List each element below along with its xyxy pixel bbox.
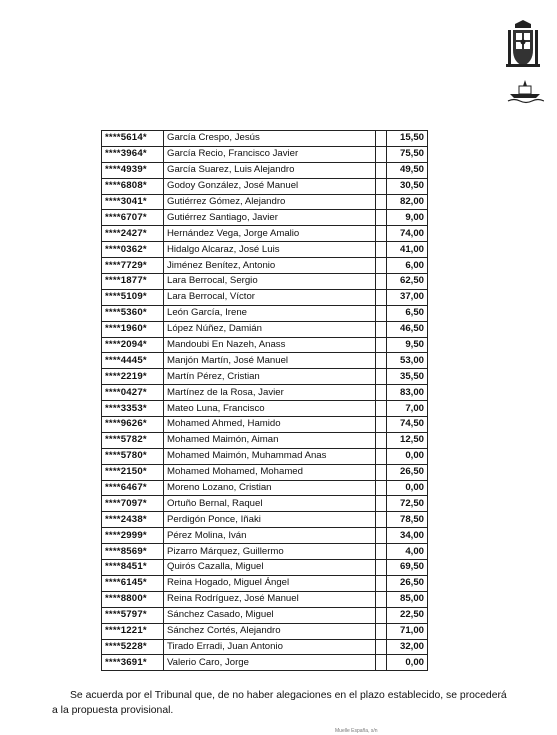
column-gap xyxy=(376,226,387,242)
port-authority-logo-icon xyxy=(506,78,544,104)
candidate-name: Mateo Luna, Francisco xyxy=(164,401,376,417)
candidate-id: ****9626* xyxy=(102,417,164,433)
agreement-paragraph xyxy=(52,688,512,718)
candidate-name: Gutiérrez Santiago, Javier xyxy=(164,210,376,226)
candidate-score: 0,00 xyxy=(387,480,428,496)
table-row xyxy=(102,131,428,147)
table-row xyxy=(102,448,428,464)
candidate-id: ****8800* xyxy=(102,591,164,607)
column-gap xyxy=(376,496,387,512)
column-gap xyxy=(376,464,387,480)
candidate-score: 30,50 xyxy=(387,178,428,194)
candidate-id: ****5780* xyxy=(102,448,164,464)
table-row xyxy=(102,258,428,274)
candidate-id: ****7097* xyxy=(102,496,164,512)
candidate-score: 83,00 xyxy=(387,385,428,401)
candidate-name: García Crespo, Jesús xyxy=(164,131,376,147)
agreement-text: Se acuerda por el Tribunal que, de no haber alegaciones en el plazo establecido, se procederá a la propuesta provisional. xyxy=(52,690,507,716)
candidate-name: García Recio, Francisco Javier xyxy=(164,146,376,162)
candidate-score: 22,50 xyxy=(387,607,428,623)
table-row xyxy=(102,194,428,210)
table-row xyxy=(102,162,428,178)
candidate-score: 6,50 xyxy=(387,305,428,321)
table-row xyxy=(102,353,428,369)
table-row xyxy=(102,623,428,639)
candidate-name: Lara Berrocal, Sergio xyxy=(164,274,376,290)
candidate-id: ****4445* xyxy=(102,353,164,369)
table-row xyxy=(102,575,428,591)
candidate-name: Jiménez Benítez, Antonio xyxy=(164,258,376,274)
candidate-score: 69,50 xyxy=(387,560,428,576)
column-gap xyxy=(376,655,387,671)
candidate-score: 9,50 xyxy=(387,337,428,353)
candidate-id: ****1960* xyxy=(102,321,164,337)
candidate-score: 35,50 xyxy=(387,369,428,385)
candidate-name: García Suarez, Luis Alejandro xyxy=(164,162,376,178)
table-row xyxy=(102,401,428,417)
candidate-score: 85,00 xyxy=(387,591,428,607)
candidate-id: ****6808* xyxy=(102,178,164,194)
candidate-name: Perdigón Ponce, Iñaki xyxy=(164,512,376,528)
candidate-id: ****2219* xyxy=(102,369,164,385)
candidate-id: ****3041* xyxy=(102,194,164,210)
table-row xyxy=(102,178,428,194)
candidate-name: Ortuño Bernal, Raquel xyxy=(164,496,376,512)
candidate-score: 0,00 xyxy=(387,448,428,464)
candidate-score: 34,00 xyxy=(387,528,428,544)
candidate-score: 7,00 xyxy=(387,401,428,417)
column-gap xyxy=(376,337,387,353)
table-row xyxy=(102,385,428,401)
candidate-score: 53,00 xyxy=(387,353,428,369)
candidate-name: Mohamed Maimón, Muhammad Anas xyxy=(164,448,376,464)
column-gap xyxy=(376,448,387,464)
table-row xyxy=(102,305,428,321)
candidate-id: ****4939* xyxy=(102,162,164,178)
column-gap xyxy=(376,544,387,560)
candidate-score: 75,50 xyxy=(387,146,428,162)
candidate-id: ****0427* xyxy=(102,385,164,401)
candidate-score: 37,00 xyxy=(387,289,428,305)
candidate-score: 46,50 xyxy=(387,321,428,337)
column-gap xyxy=(376,242,387,258)
candidate-score: 26,50 xyxy=(387,464,428,480)
table-row xyxy=(102,655,428,671)
candidate-id: ****0362* xyxy=(102,242,164,258)
table-row xyxy=(102,560,428,576)
column-gap xyxy=(376,321,387,337)
candidate-score: 4,00 xyxy=(387,544,428,560)
candidate-score: 74,00 xyxy=(387,226,428,242)
table-row xyxy=(102,544,428,560)
candidate-score: 71,00 xyxy=(387,623,428,639)
candidate-name: Godoy González, José Manuel xyxy=(164,178,376,194)
candidate-id: ****8569* xyxy=(102,544,164,560)
column-gap xyxy=(376,401,387,417)
column-gap xyxy=(376,162,387,178)
column-gap xyxy=(376,417,387,433)
candidate-score: 15,50 xyxy=(387,131,428,147)
column-gap xyxy=(376,258,387,274)
column-gap xyxy=(376,353,387,369)
candidate-id: ****6145* xyxy=(102,575,164,591)
table-row xyxy=(102,337,428,353)
candidate-name: Manjón Martín, José Manuel xyxy=(164,353,376,369)
candidate-id: ****8451* xyxy=(102,560,164,576)
column-gap xyxy=(376,480,387,496)
column-gap xyxy=(376,560,387,576)
candidate-id: ****5109* xyxy=(102,289,164,305)
table-row xyxy=(102,480,428,496)
candidate-id: ****3691* xyxy=(102,655,164,671)
candidate-score: 62,50 xyxy=(387,274,428,290)
table-row xyxy=(102,274,428,290)
candidate-name: Mohamed Mohamed, Mohamed xyxy=(164,464,376,480)
column-gap xyxy=(376,623,387,639)
candidate-name: Pizarro Márquez, Guillermo xyxy=(164,544,376,560)
candidate-name: León García, Irene xyxy=(164,305,376,321)
candidate-name: Reina Hogado, Miguel Ángel xyxy=(164,575,376,591)
candidate-id: ****2150* xyxy=(102,464,164,480)
candidate-id: ****5782* xyxy=(102,432,164,448)
candidate-id: ****5228* xyxy=(102,639,164,655)
table-row xyxy=(102,639,428,655)
candidate-id: ****3353* xyxy=(102,401,164,417)
candidate-name: Hernández Vega, Jorge Amalio xyxy=(164,226,376,242)
candidate-id: ****2427* xyxy=(102,226,164,242)
candidate-name: Martínez de la Rosa, Javier xyxy=(164,385,376,401)
footer-address: Muelle España, s/n xyxy=(335,728,378,734)
candidate-id: ****5614* xyxy=(102,131,164,147)
candidate-score: 49,50 xyxy=(387,162,428,178)
candidate-id: ****1877* xyxy=(102,274,164,290)
table-row xyxy=(102,432,428,448)
candidate-id: ****1221* xyxy=(102,623,164,639)
column-gap xyxy=(376,432,387,448)
candidate-score: 26,50 xyxy=(387,575,428,591)
candidate-name: Hidalgo Alcaraz, José Luis xyxy=(164,242,376,258)
candidate-id: ****6467* xyxy=(102,480,164,496)
table-row xyxy=(102,146,428,162)
candidate-score: 74,50 xyxy=(387,417,428,433)
column-gap xyxy=(376,591,387,607)
candidate-name: Pérez Molina, Iván xyxy=(164,528,376,544)
candidate-score: 0,00 xyxy=(387,655,428,671)
candidate-name: Moreno Lozano, Cristian xyxy=(164,480,376,496)
table-row xyxy=(102,242,428,258)
column-gap xyxy=(376,194,387,210)
table-row xyxy=(102,417,428,433)
candidate-id: ****2999* xyxy=(102,528,164,544)
column-gap xyxy=(376,385,387,401)
candidate-id: ****3964* xyxy=(102,146,164,162)
table-row xyxy=(102,321,428,337)
candidate-name: Sánchez Casado, Miguel xyxy=(164,607,376,623)
candidate-id: ****7729* xyxy=(102,258,164,274)
table-row xyxy=(102,464,428,480)
table-row xyxy=(102,528,428,544)
column-gap xyxy=(376,274,387,290)
column-gap xyxy=(376,289,387,305)
column-gap xyxy=(376,639,387,655)
column-gap xyxy=(376,575,387,591)
candidate-name: Martín Pérez, Cristian xyxy=(164,369,376,385)
candidate-score: 32,00 xyxy=(387,639,428,655)
candidate-score: 9,00 xyxy=(387,210,428,226)
candidate-score: 82,00 xyxy=(387,194,428,210)
table-row xyxy=(102,512,428,528)
candidate-id: ****6707* xyxy=(102,210,164,226)
candidate-id: ****5797* xyxy=(102,607,164,623)
column-gap xyxy=(376,305,387,321)
column-gap xyxy=(376,369,387,385)
table-row xyxy=(102,210,428,226)
table-row xyxy=(102,289,428,305)
column-gap xyxy=(376,146,387,162)
column-gap xyxy=(376,528,387,544)
candidate-score: 12,50 xyxy=(387,432,428,448)
table-row xyxy=(102,496,428,512)
candidate-name: Mandoubi En Nazeh, Anass xyxy=(164,337,376,353)
column-gap xyxy=(376,210,387,226)
candidate-name: Tirado Erradi, Juan Antonio xyxy=(164,639,376,655)
column-gap xyxy=(376,131,387,147)
candidate-name: Lara Berrocal, Víctor xyxy=(164,289,376,305)
candidate-score: 6,00 xyxy=(387,258,428,274)
column-gap xyxy=(376,607,387,623)
candidate-name: Valerio Caro, Jorge xyxy=(164,655,376,671)
column-gap xyxy=(376,178,387,194)
table-row xyxy=(102,607,428,623)
candidate-name: Mohamed Ahmed, Hamido xyxy=(164,417,376,433)
candidates-score-table xyxy=(101,130,428,671)
candidate-score: 41,00 xyxy=(387,242,428,258)
table-row xyxy=(102,226,428,242)
candidate-score: 78,50 xyxy=(387,512,428,528)
candidate-name: Mohamed Maimón, Aiman xyxy=(164,432,376,448)
candidate-name: Sánchez Cortés, Alejandro xyxy=(164,623,376,639)
table-row xyxy=(102,369,428,385)
candidate-name: Quirós Cazalla, Miguel xyxy=(164,560,376,576)
column-gap xyxy=(376,512,387,528)
candidate-id: ****2438* xyxy=(102,512,164,528)
table-row xyxy=(102,591,428,607)
candidate-name: López Núñez, Damián xyxy=(164,321,376,337)
coat-of-arms-icon xyxy=(505,20,541,70)
candidate-id: ****5360* xyxy=(102,305,164,321)
candidate-name: Gutiérrez Gómez, Alejandro xyxy=(164,194,376,210)
candidate-id: ****2094* xyxy=(102,337,164,353)
candidate-score: 72,50 xyxy=(387,496,428,512)
candidate-name: Reina Rodríguez, José Manuel xyxy=(164,591,376,607)
